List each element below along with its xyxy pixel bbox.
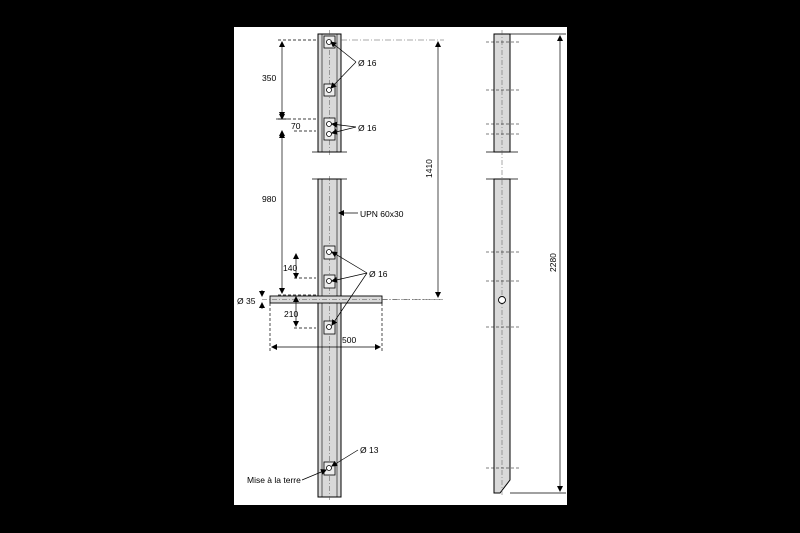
label-profile-upn: UPN 60x30 (360, 209, 404, 219)
dim-2280: 2280 (548, 253, 558, 272)
dim-350: 350 (262, 73, 277, 83)
dim-1410: 1410 (424, 159, 434, 178)
label-earthing: Mise à la terre (247, 475, 301, 485)
dim-210: 210 (284, 309, 299, 319)
label-hole-13: Ø 13 (360, 445, 379, 455)
label-hole-16-low: Ø 16 (369, 269, 388, 279)
dim-980: 980 (262, 194, 277, 204)
dim-500: 500 (342, 335, 357, 345)
drawing-sheet (234, 27, 567, 505)
label-hole-16-mid: Ø 16 (358, 123, 377, 133)
side-bar-hole (499, 297, 506, 304)
post-side-view (486, 30, 518, 496)
dim-diameter-35: Ø 35 (237, 296, 256, 306)
label-hole-16-top: Ø 16 (358, 58, 377, 68)
technical-drawing (234, 27, 567, 505)
dim-70: 70 (291, 121, 301, 131)
dim-140: 140 (283, 263, 298, 273)
